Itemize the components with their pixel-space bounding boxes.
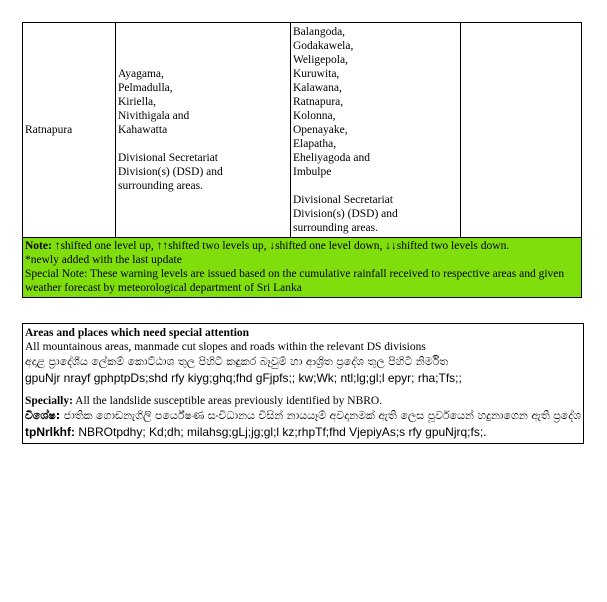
ds-division-line: Divisional Secretariat: [118, 152, 218, 164]
attention-heading: Areas and places which need special attention: [25, 327, 250, 339]
ds-division-line: Nivithigala and: [118, 110, 190, 122]
ds-division-line: Kiriella,: [118, 96, 156, 108]
table-row: [23, 23, 582, 238]
special-note: Special Note: These warning levels are issued based on the cumulative rainfall received to respective areas and given weather forecast by meteorological department of Sri Lanka: [25, 268, 565, 294]
attention-sinhala: අදාළ ප්‍රාදේශීය ලේකම් කොට්ඨාශ තුල පිහිටි කඳුකර බෑවුම් හා ආශ්‍රිත ප්‍රදේශ තුල පිහිටි නිර්මිත: [25, 355, 449, 368]
attention-tamil: gpuNjr nrayf gphptpDs;shd rfy kiyg;ghq;fhd gFjpfs;; kw;Wk; ntl;lg;gl;l epyr; rha;Tfs;;: [25, 371, 462, 385]
ds-division-list-2: [293, 25, 458, 179]
ds-divisions-cell: [116, 23, 291, 238]
ds-division-line: Divisional Secretariat: [293, 194, 393, 206]
warning-document: [22, 22, 582, 298]
special-attention-box: [22, 323, 584, 444]
tamil-special-line: [25, 424, 581, 440]
specially-line: [25, 394, 581, 408]
sinhala-special-text: ජාතික ගොඩනැගිලි පර්යේෂණ සංවිධානය විසින් නායයෑම් අවදානමක් ඇති ලෙස පූර්වයෙන් හදුනාගෙන ඇති ප්‍රදේශ: [60, 409, 581, 422]
ds-division-line: Godakawela,: [293, 40, 354, 52]
ds-division-note-2: [293, 193, 458, 235]
attention-english: All mountainous areas, manmade cut slopes and roads within the relevant DS divisions: [25, 341, 426, 353]
ds-division-line: Pelmadulla,: [118, 82, 173, 94]
note-box: [22, 238, 582, 298]
ds-division-line: Division(s) (DSD) and: [118, 166, 223, 178]
ds-division-list: [118, 67, 288, 137]
ds-division-line: Kolonna,: [293, 110, 336, 122]
ds-division-line: Kahawatta: [118, 124, 168, 136]
ds-division-line: Division(s) (DSD) and: [293, 208, 398, 220]
district-cell: [23, 23, 116, 238]
ds-division-line: Ratnapura,: [293, 96, 344, 108]
tamil-special-label: tpNrlkhf:: [25, 425, 75, 439]
note-line: [25, 239, 579, 253]
ds-division-line: Elapatha,: [293, 138, 337, 150]
note-text: ↑shifted one level up, ↑↑shifted two levels up, ↓shifted one level down, ↓↓shifted two levels down.: [51, 240, 510, 252]
ds-division-line: surrounding areas.: [293, 222, 378, 234]
ds-division-line: Kuruwita,: [293, 68, 340, 80]
district-name: Ratnapura: [25, 124, 73, 136]
tamil-special-text: NBROtpdhy; Kd;dh; milahsg;gLj;jg;gl;l kz;rhpTf;fhd VjepiyAs;s rfy gpuNjrq;fs;.: [75, 425, 487, 439]
ds-division-line: Eheliyagoda and: [293, 152, 370, 164]
ds-division-line: Ayagama,: [118, 68, 164, 80]
ds-division-note: [118, 151, 288, 193]
newly-added-note: *newly added with the last update: [25, 254, 182, 266]
ds-division-line: Imbulpe: [293, 166, 332, 178]
warning-table: [22, 22, 582, 238]
note-label: Note:: [25, 240, 52, 252]
ds-division-line: Kalawana,: [293, 82, 342, 94]
ds-division-line: Weligepola,: [293, 54, 348, 66]
specially-text: All the landslide susceptible areas previously identified by NBRO.: [72, 395, 383, 407]
ds-division-line: surrounding areas.: [118, 180, 203, 192]
ds-division-line: Balangoda,: [293, 26, 346, 38]
ds-divisions-cell-2: [291, 23, 461, 238]
empty-cell: [461, 23, 582, 238]
sinhala-special-line: [25, 408, 581, 424]
ds-division-line: Openayake,: [293, 124, 348, 136]
specially-label: Specially:: [25, 395, 73, 407]
sinhala-special-label: විශේෂ:: [25, 409, 61, 422]
